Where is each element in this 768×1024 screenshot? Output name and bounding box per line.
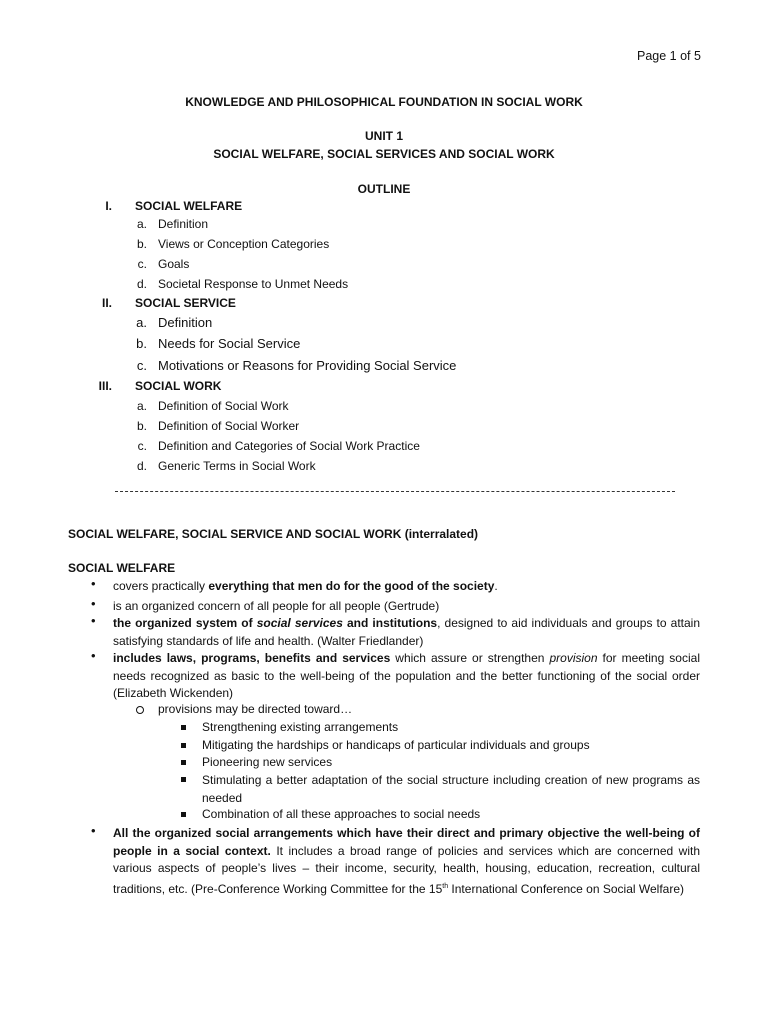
outline-item: Definition and Categories of Social Work Practice (158, 439, 420, 453)
provision-item: Mitigating the hardships or handicaps of particular individuals and groups (202, 738, 590, 752)
outline-item-label: c. (137, 257, 147, 271)
outline-item: Views or Conception Categories (158, 237, 330, 251)
outline-item: Needs for Social Service (158, 336, 301, 351)
outline-item-label: d. (136, 459, 147, 473)
square-bullet-icon (181, 725, 186, 730)
bullet-dot-icon: • (91, 576, 96, 591)
bullet-item: is an organized concern of all people for all people (Gertrude) (113, 599, 440, 613)
outline-numeral: III. (98, 379, 112, 393)
sub-heading: SOCIAL WELFARE (68, 561, 176, 575)
provisions-intro: provisions may be directed toward… (158, 702, 353, 716)
outline-item-label: d. (136, 277, 147, 291)
outline-item-label: b. (136, 336, 147, 351)
outline-item: Generic Terms in Social Work (158, 459, 316, 473)
unit-title: SOCIAL WELFARE, SOCIAL SERVICES AND SOCIAL WORK (213, 147, 555, 161)
square-bullet-icon (181, 812, 186, 817)
outline-section-title: SOCIAL WELFARE (135, 199, 243, 213)
provision-item: Pioneering new services (202, 755, 333, 769)
outline-heading: OUTLINE (357, 182, 411, 196)
provision-item: Combination of all these approaches to social needs (202, 807, 481, 821)
outline-item: Goals (158, 257, 190, 271)
outline-numeral: II. (101, 296, 112, 310)
outline-item-label: a. (136, 399, 147, 413)
square-bullet-icon (181, 743, 186, 748)
page-number: Page 1 of 5 (637, 49, 701, 63)
outline-section-title: SOCIAL WORK (135, 379, 222, 393)
outline-item: Motivations or Reasons for Providing Social Service (158, 358, 457, 373)
outline-item: Definition of Social Worker (158, 419, 300, 433)
bullet-dot-icon: • (91, 596, 96, 611)
outline-item: Definition of Social Work (158, 399, 289, 413)
square-bullet-icon (181, 777, 186, 782)
bullet-dot-icon: • (91, 613, 96, 628)
outline-item-label: b. (136, 237, 147, 251)
square-bullet-icon (181, 760, 186, 765)
outline-item-label: c. (137, 439, 147, 453)
provision-item: Strengthening existing arrangements (202, 720, 399, 734)
outline-item-label: b. (136, 419, 147, 433)
dashed-divider (115, 491, 675, 492)
outline-item-label: c. (136, 358, 147, 373)
outline-item-label: a. (136, 217, 147, 231)
bullet-item: covers practically everything that men do for the good of the society. (113, 579, 498, 593)
circle-bullet-icon (136, 706, 144, 714)
unit-label: UNIT 1 (364, 129, 403, 143)
outline-item: Definition (158, 217, 209, 231)
provision-item: Stimulating a better adaptation of the social structure including creation of new programs as needed (202, 773, 700, 805)
outline-section-title: SOCIAL SERVICE (135, 296, 236, 310)
outline-item-label: a. (136, 315, 147, 330)
bullet-dot-icon: • (91, 823, 96, 838)
outline-numeral: I. (105, 199, 112, 213)
bullet-dot-icon: • (91, 648, 96, 663)
outline-item: Societal Response to Unmet Needs (158, 277, 349, 291)
bullet-item: All the organized social arrangements which have their direct and primary objective the well-being of people in a social context. It includes a broad range of policies and services which are concerned with various aspects of people’s lives – their income, security, health, housing, education, recreation, cultural traditions, etc. (Pre-Conference Working Committee for the 15th International Conference on Social Welfare) (113, 826, 700, 896)
outline-item: Definition (158, 315, 213, 330)
document-title: KNOWLEDGE AND PHILOSOPHICAL FOUNDATION IN SOCIAL WORK (185, 95, 583, 109)
bullet-item: includes laws, programs, benefits and services which assure or strengthen provision for meeting social needs recognized as basic to the well-being of the population and the better functioning of the social order (Elizabeth Wickenden) (113, 651, 700, 700)
section-heading: SOCIAL WELFARE, SOCIAL SERVICE AND SOCIAL WORK (interralated) (68, 527, 479, 541)
bullet-item: the organized system of social services and institutions, designed to aid individuals and groups to attain satisfying standards of life and health. (Walter Friedlander) (113, 616, 700, 648)
